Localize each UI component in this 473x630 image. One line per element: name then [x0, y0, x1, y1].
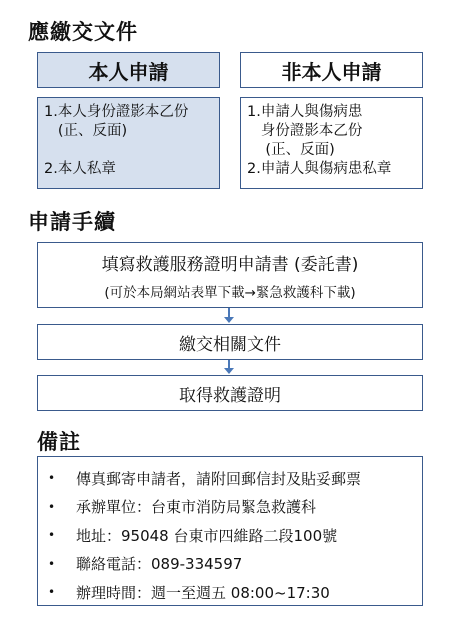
- procedure-title: 申請手續: [28, 210, 116, 234]
- self-doc-line: (正、反面): [44, 123, 128, 139]
- step-label: 繳交相關文件: [179, 334, 281, 355]
- self-doc-line: [44, 141, 215, 160]
- procedure-step-fill-form: [37, 242, 423, 308]
- self-documents-list: [37, 97, 220, 189]
- proxy-doc-line: 1.申請人與傷病患: [247, 104, 363, 120]
- note-text: 辦理時間：週一至週五 08:00~17:30: [76, 583, 330, 602]
- list-item: [38, 578, 422, 607]
- step-label: 填寫救護服務證明申請書 (委託書): [101, 254, 359, 275]
- notes-list: [37, 456, 423, 606]
- notes-title: 備註: [37, 430, 81, 454]
- note-text: 聯絡電話：089-334597: [76, 555, 243, 574]
- bullet-icon: •: [48, 585, 56, 600]
- proxy-doc-line: (正、反面): [247, 142, 335, 158]
- list-item: [38, 493, 422, 522]
- procedure-step-obtain-certificate: [37, 375, 423, 411]
- bullet-icon: •: [48, 471, 56, 486]
- step-label: 取得救護證明: [179, 385, 281, 406]
- procedure-step-submit-documents: [37, 324, 423, 360]
- note-text: 承辦單位：台東市消防局緊急救護科: [76, 498, 317, 517]
- bullet-icon: •: [48, 499, 56, 514]
- list-item: [38, 464, 422, 493]
- bullet-icon: •: [48, 528, 56, 543]
- list-item: [38, 521, 422, 550]
- documents-title: 應繳交文件: [28, 20, 138, 44]
- proxy-documents-list: [240, 97, 423, 189]
- proxy-doc-line: 2.申請人與傷病患私章: [247, 161, 392, 177]
- proxy-doc-line: 身份證影本乙份: [247, 123, 363, 139]
- proxy-application-header: 非本人申請: [240, 52, 423, 88]
- step-note: (可於本局網站表單下載→緊急救護科下載): [104, 284, 356, 301]
- note-text: 地址：95048 台東市四維路二段100號: [76, 526, 338, 545]
- note-text: 傳真郵寄申請者，請附回郵信封及貼妥郵票: [76, 469, 362, 488]
- self-application-header: 本人申請: [37, 52, 220, 88]
- bullet-icon: •: [48, 556, 56, 571]
- self-doc-line: 2.本人私章: [44, 161, 116, 177]
- list-item: [38, 550, 422, 579]
- flow-arrow-head: [224, 317, 234, 323]
- self-doc-line: 1.本人身份證影本乙份: [44, 104, 189, 120]
- flow-arrow-head: [224, 368, 234, 374]
